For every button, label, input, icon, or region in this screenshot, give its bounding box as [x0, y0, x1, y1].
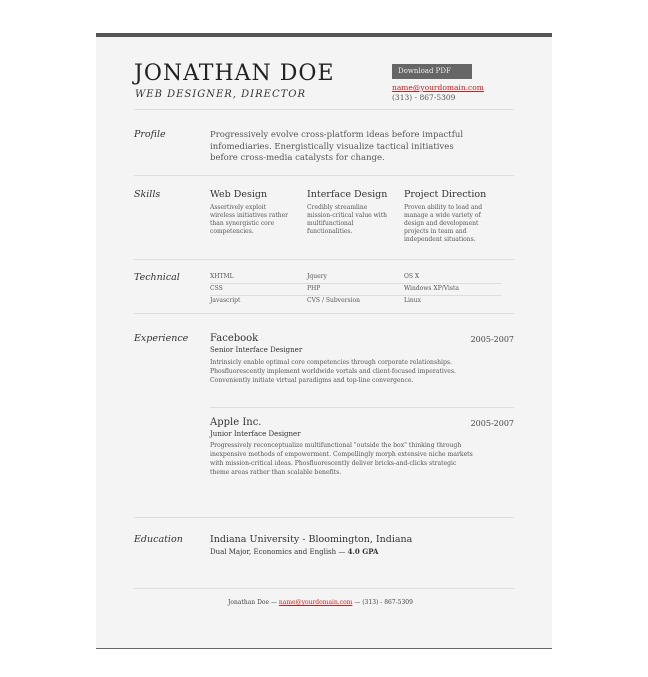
tech-item: Jquery [307, 273, 327, 280]
phone-number: (313) - 867-5309 [392, 93, 456, 102]
divider [134, 259, 514, 260]
job-dates: 2005-2007 [470, 419, 514, 428]
job-company: Apple Inc. [210, 417, 262, 428]
tech-item: OS X [404, 273, 420, 280]
divider [134, 313, 514, 314]
skill-text: Credibly streamline mission-critical value with multifunctional functionalities. [307, 204, 387, 235]
education-gpa: 4.0 GPA [347, 547, 379, 556]
tech-item: Windows XP/Vista [404, 285, 459, 292]
section-label-technical: Technical [134, 272, 180, 283]
skill-text: Proven ability to lead and manage a wide variety of design and development projects in team and independent situations. [404, 204, 483, 243]
footer-name: Jonathan Doe — [228, 599, 277, 606]
resume-page [96, 33, 552, 649]
job-role: Senior Interface Designer [210, 346, 303, 354]
section-label-education: Education [134, 534, 183, 545]
job-role: Junior Interface Designer [210, 430, 301, 438]
resume-name: JONATHAN DOE [134, 61, 335, 86]
tech-item: CVS / Subversion [307, 297, 360, 304]
job-dates: 2005-2007 [470, 335, 514, 344]
skill-heading: Interface Design [307, 189, 388, 200]
email-link[interactable]: name@yourdomain.com [392, 83, 484, 92]
skill-heading: Web Design [210, 189, 268, 200]
divider [134, 588, 514, 589]
tech-item: XHTML [210, 273, 234, 280]
skill-text: Assertively exploit wireless initiatives rather than synergistic core competencies. [210, 204, 289, 235]
tech-row-divider [210, 295, 501, 296]
job-divider [210, 407, 514, 408]
education-major: Dual Major, Economics and English — [210, 548, 346, 556]
section-label-experience: Experience [134, 333, 189, 344]
section-label-profile: Profile [134, 129, 166, 140]
tech-item: PHP [307, 285, 321, 292]
tech-row-divider [210, 283, 501, 284]
job-description: Intrinsicly enable optimal core competencies through corporate relationships. Phosfluorescently implement worldwide vortals and client-focused imperatives. Conveniently initiate virtual paradigms and top-line convergence. [210, 359, 456, 384]
resume-title: WEB DESIGNER, DIRECTOR [135, 89, 306, 100]
footer-phone: — (313) - 867-5309 [354, 599, 413, 606]
education-school: Indiana University - Bloomington, Indiana [210, 534, 413, 545]
divider [134, 109, 514, 110]
divider [134, 517, 514, 518]
footer-email-link[interactable]: name@yourdomain.com [278, 599, 353, 606]
skill-heading: Project Direction [404, 189, 487, 200]
download-pdf-button[interactable]: Download PDF [392, 64, 472, 79]
education-detail [210, 547, 378, 556]
footer [228, 599, 413, 606]
profile-text: Progressively evolve cross-platform ideas before impactful infomediaries. Energistically visualize tactical initiatives before cross-media catalysts for change. [210, 130, 464, 163]
section-label-skills: Skills [134, 189, 161, 200]
job-description: Progressively reconceptualize multifunctional "outside the box" thinking through inexpensive methods of empowerment. Compellingly morph extensive niche markets with mission-critical ideas. Phosfluorescently deliver bricks-and-clicks strategic theme areas rather than scalable benefits. [210, 442, 473, 476]
divider [134, 175, 514, 176]
tech-item: Javascript [210, 297, 241, 304]
tech-item: Linux [404, 297, 422, 304]
tech-item: CSS [210, 285, 223, 292]
job-company: Facebook [210, 333, 259, 344]
